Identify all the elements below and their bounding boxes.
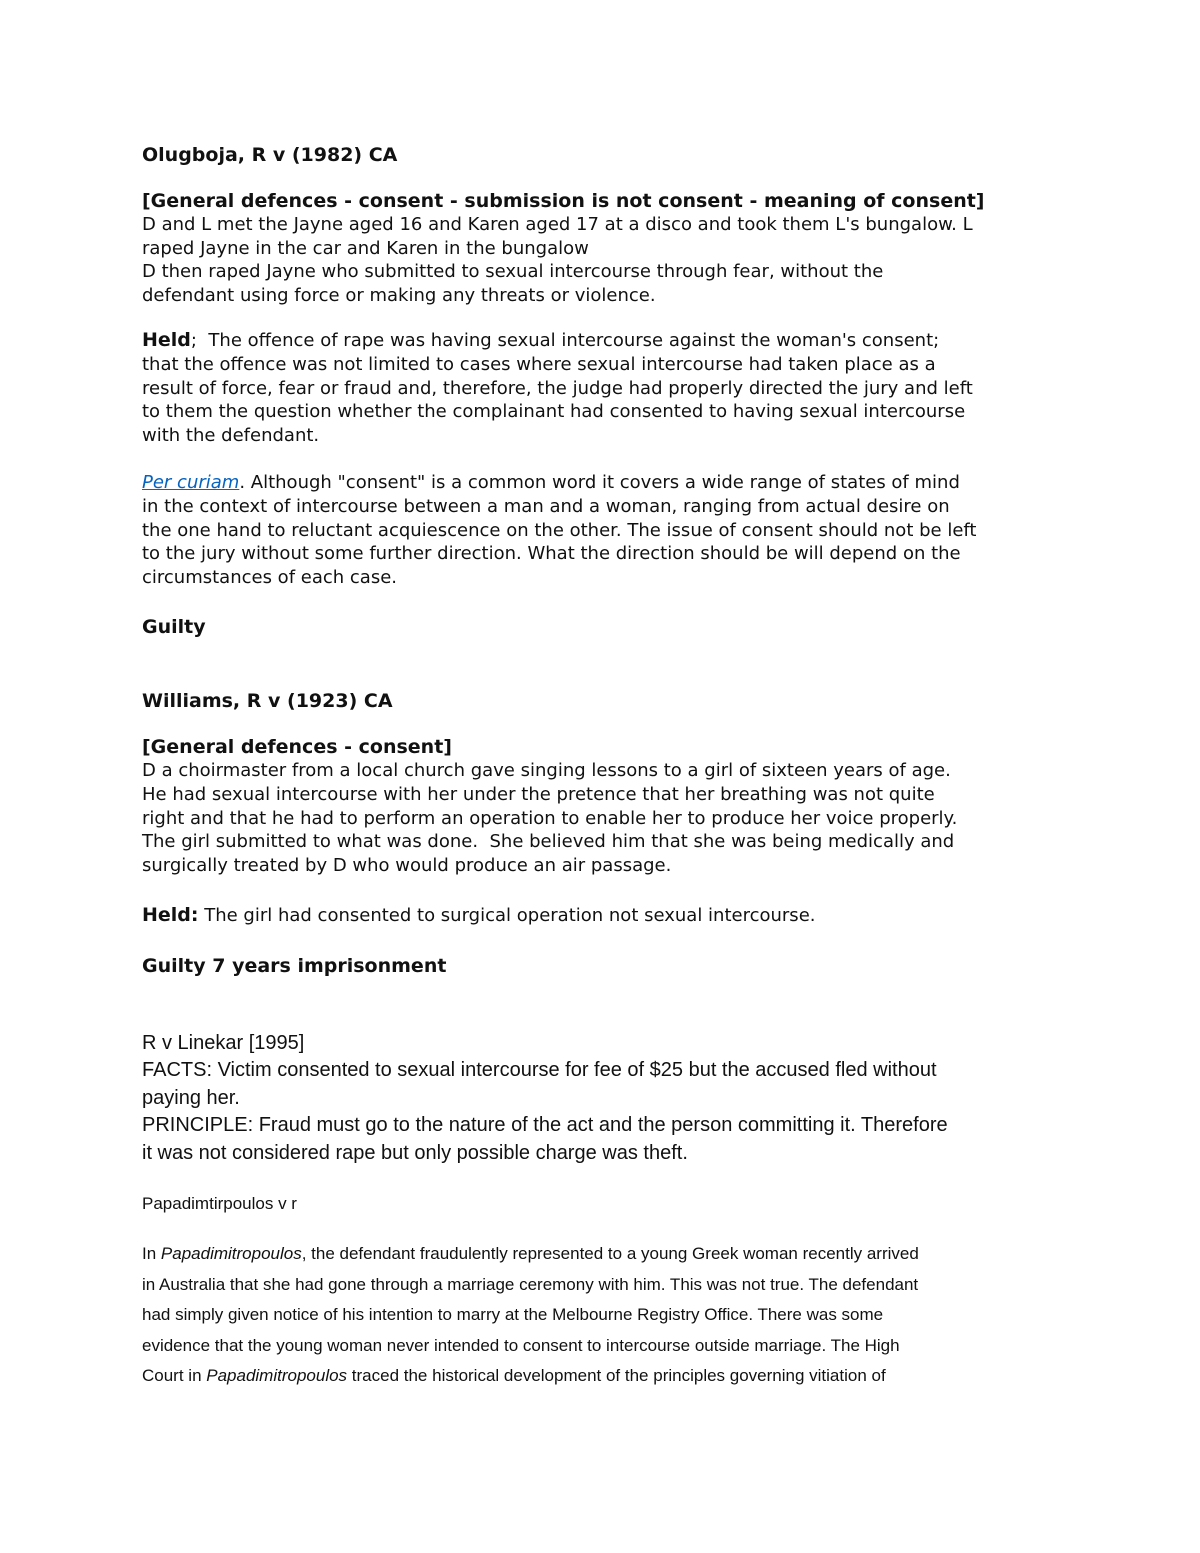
verdict: Guilty 7 years imprisonment <box>142 954 447 977</box>
facts-line: paying her. <box>142 1086 240 1109</box>
case-title: Olugboja, R v (1982) CA <box>142 144 398 166</box>
case-title: Papadimtirpoulos v r <box>142 1193 297 1213</box>
case-title: Williams, R v (1923) CA <box>142 690 393 713</box>
case-name-italic: Papadimitropoulos <box>160 1244 302 1264</box>
case-category: [General defences - consent] <box>142 736 452 759</box>
held-paragraph <box>142 904 1072 928</box>
facts-line: right and that he had to perform an operation to enable her to produce her voice properly. <box>142 807 958 829</box>
per-curiam-paragraph <box>142 471 1072 495</box>
case-category: [General defences - consent - submission is not consent - meaning of consent] <box>142 190 985 212</box>
body-line <box>142 1361 1072 1391</box>
held-label: Held: <box>142 904 199 927</box>
principle-line: PRINCIPLE: Fraud must go to the nature of the act and the person committing it. Therefore <box>142 1114 948 1137</box>
body-line: in Australia that she had gone through a marriage ceremony with him. This was not true. The defendant <box>142 1274 919 1294</box>
per-curiam-link[interactable]: Per curiam <box>142 472 240 494</box>
held-line: that the offence was not limited to cases where sexual intercourse had taken place as a <box>142 353 936 375</box>
held-line: with the defendant. <box>142 424 320 446</box>
held-paragraph <box>142 329 1072 353</box>
per-curiam-line: the one hand to reluctant acquiescence on the other. The issue of consent should not be left <box>142 519 977 541</box>
per-curiam-line: to the jury without some further direction. What the direction should be will depend on the <box>142 543 961 565</box>
case-name-italic: Papadimitropoulos <box>206 1365 348 1385</box>
document-page <box>142 140 1072 1391</box>
facts-line: D a choirmaster from a local church gave singing lessons to a girl of sixteen years of age. <box>142 760 951 782</box>
text: traced the historical development of the principles governing vitiation of <box>347 1365 886 1385</box>
principle-line: it was not considered rape but only possible charge was theft. <box>142 1141 688 1164</box>
case-title: R v Linekar [1995] <box>142 1031 305 1054</box>
text: In <box>142 1244 161 1264</box>
facts-line: He had sexual intercourse with her under the pretence that her breathing was not quite <box>142 783 935 805</box>
verdict: Guilty <box>142 616 206 639</box>
held-text: The girl had consented to surgical operation not sexual intercourse. <box>198 905 816 927</box>
held-label: Held <box>142 329 191 352</box>
facts-line: D then raped Jayne who submitted to sexual intercourse through fear, without the <box>142 261 884 283</box>
facts-line: defendant using force or making any threats or violence. <box>142 284 656 306</box>
body-line: had simply given notice of his intention to marry at the Melbourne Registry Office. There was some <box>142 1305 884 1325</box>
held-text: The offence of rape was having sexual intercourse against the woman's consent; <box>196 330 940 352</box>
held-line: to them the question whether the complainant had consented to having sexual intercourse <box>142 401 966 423</box>
body-line: evidence that the young woman never intended to consent to intercourse outside marriage. The High <box>142 1335 900 1355</box>
facts-line: raped Jayne in the car and Karen in the bungalow <box>142 237 589 259</box>
facts-line: surgically treated by D who would produce an air passage. <box>142 854 672 876</box>
facts-line: The girl submitted to what was done. She believed him that she was being medically and <box>142 831 955 853</box>
per-curiam-line: circumstances of each case. <box>142 566 397 588</box>
text: Court in <box>142 1365 207 1385</box>
per-curiam-line: in the context of intercourse between a man and a woman, ranging from actual desire on <box>142 495 950 517</box>
text: , the defendant fraudulently represented to a young Greek woman recently arrived <box>301 1244 919 1264</box>
held-line: result of force, fear or fraud and, therefore, the judge had properly directed the jury and left <box>142 377 973 399</box>
per-curiam-text: . Although "consent" is a common word it covers a wide range of states of mind <box>239 472 960 494</box>
facts-line: D and L met the Jayne aged 16 and Karen aged 17 at a disco and took them L's bungalow. L <box>142 214 973 235</box>
facts-line: FACTS: Victim consented to sexual intercourse for fee of $25 but the accused fled without <box>142 1059 937 1082</box>
held-separator: ; <box>190 330 197 352</box>
body-line <box>142 1239 1072 1269</box>
